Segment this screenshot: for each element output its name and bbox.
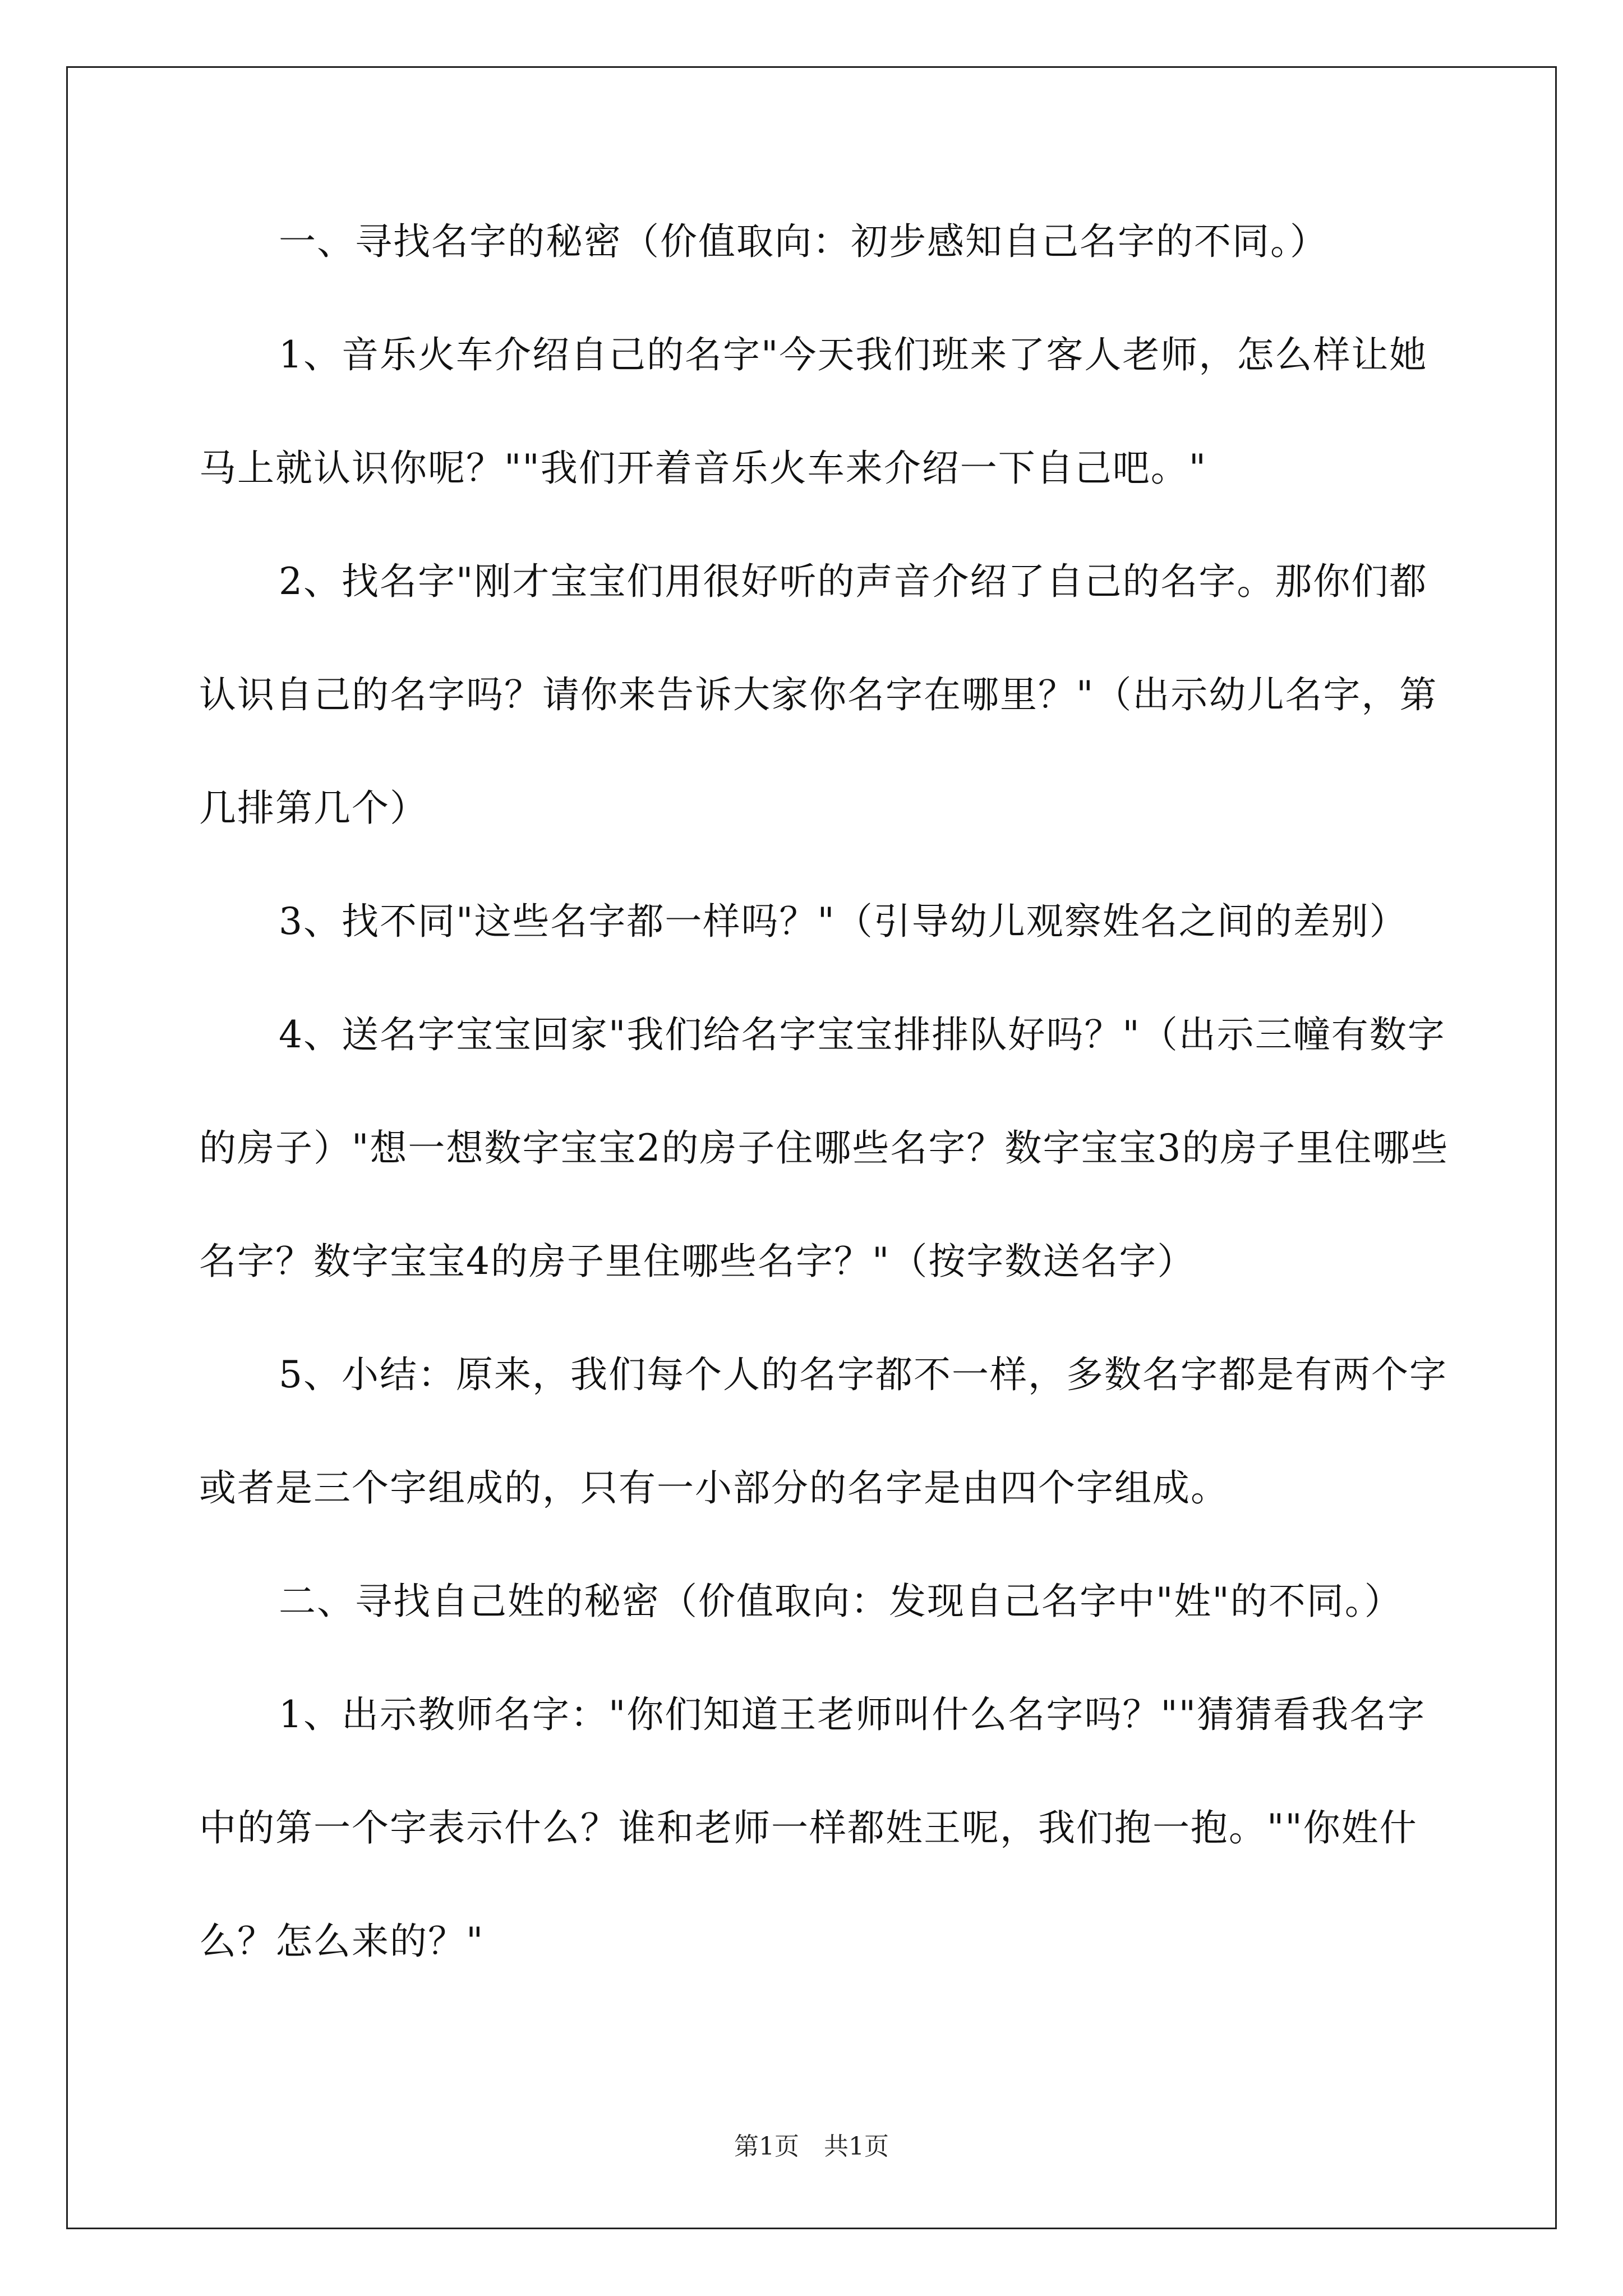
paragraph-item-2: 2、找名字"刚才宝宝们用很好听的声音介绍了自己的名字。那你们都认识自己的名字吗？请你来告诉大家你名字在哪里？"（出示幼儿名字，第几排第几个） [199,560,1438,830]
paragraph-item-3: 3、找不同"这些名字都一样吗？"（引导幼儿观察姓名之间的差别） [279,900,1408,943]
paragraph-item-4: 4、送名字宝宝回家"我们给名字宝宝排排队好吗？"（出示三幢有数字的房子）"想一想数字宝宝2的房子住哪些名字？数字宝宝3的房子里住哪些名字？数字宝宝4的房子里住哪些名字？"（按字数送名字） [199,1013,1449,1283]
paragraph-item-5: 5、小结：原来，我们每个人的名字都不一样，多数名字都是有两个字或者是三个字组成的，只有一小部分的名字是由四个字组成。 [199,1353,1447,1510]
document-body [199,185,1450,1998]
paragraph-section-1-heading: 一、寻找名字的秘密（价值取向：初步感知自己名字的不同。） [279,220,1328,263]
paragraph-section-2-heading: 二、寻找自己姓的秘密（价值取向：发现自己名字中"姓"的不同。） [279,1580,1403,1623]
paragraph-section-2-item-1: 1、出示教师名字："你们知道王老师叫什么名字吗？""猜猜看我名字中的第一个字表示什么？谁和老师一样都姓王呢，我们抱一抱。""你姓什么？怎么来的？" [199,1693,1426,1963]
page-footer: 第1页 共1页 [734,2132,889,2161]
paragraph-item-1: 1、音乐火车介绍自己的名字"今天我们班来了客人老师，怎么样让她马上就认识你呢？""我们开着音乐火车来介绍一下自己吧。" [199,333,1428,490]
